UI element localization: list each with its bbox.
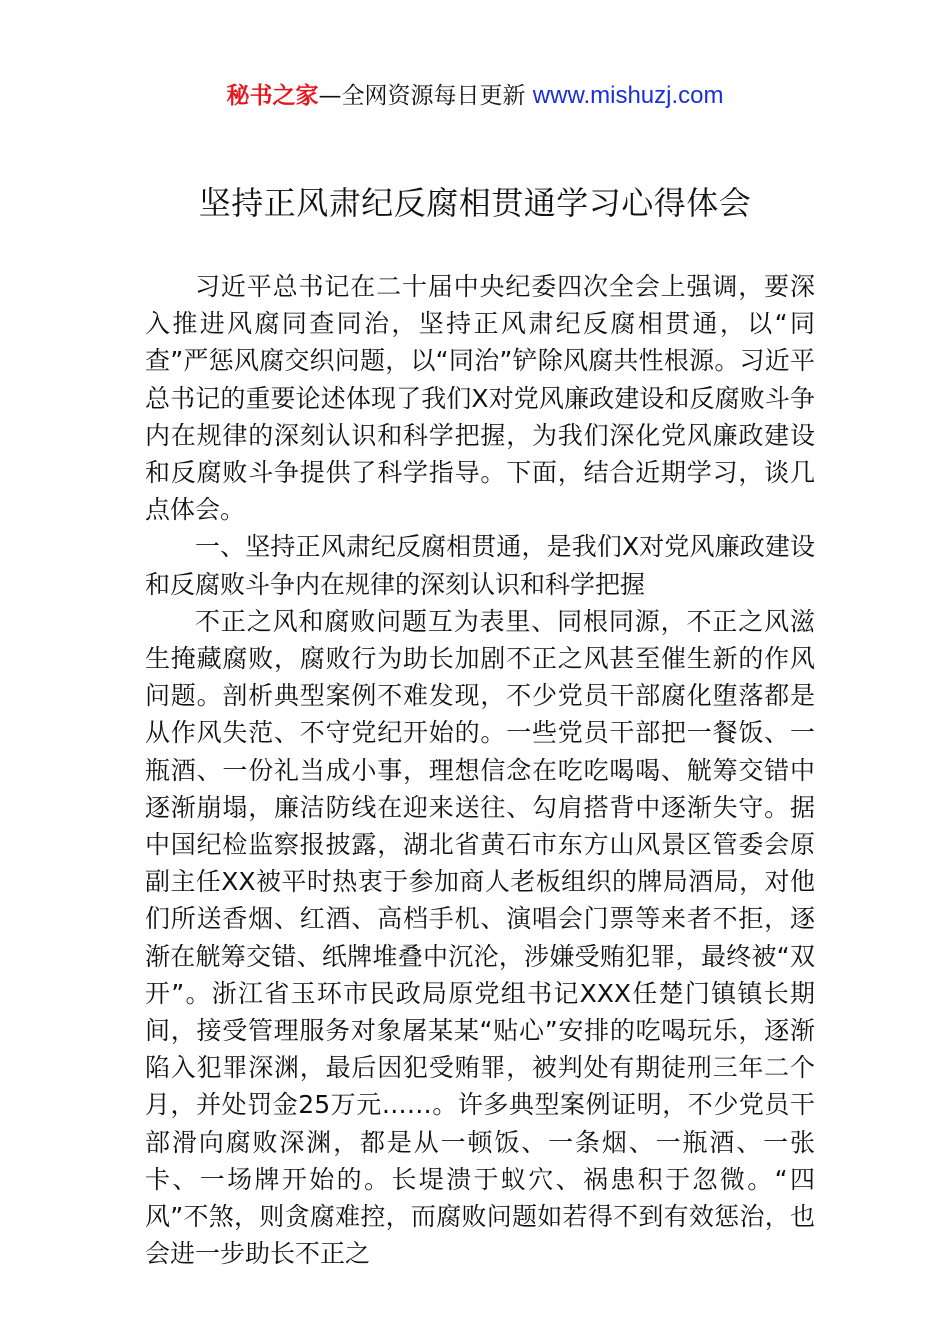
site-tagline: —全网资源每日更新	[318, 83, 533, 109]
paragraph-intro: 习近平总书记在二十届中央纪委四次全会上强调，要深入推进风腐同查同治，坚持正风肃纪反腐相贯通，以“同查”严惩风腐交织问题，以“同治”铲除风腐共性根源。习近平总书记的重要论述体现了我们X对党风廉政建设和反腐败斗争内在规律的深刻认识和科学把握，为我们深化党风廉政建设和反腐败斗争提供了科学指导。下面，结合近期学习，谈几点体会。	[145, 272, 815, 525]
site-brand: 秘书之家	[226, 83, 319, 109]
site-url-link[interactable]: www.mishuzj.com	[532, 82, 724, 109]
site-header	[0, 80, 950, 112]
document-title: 坚持正风肃纪反腐相贯通学习心得体会	[198, 184, 752, 222]
section-heading: 一、坚持正风肃纪反腐相贯通，是我们X对党风廉政建设和反腐败斗争内在规律的深刻认识和科学把握	[145, 532, 815, 599]
paragraph-body: 不正之风和腐败问题互为表里、同根同源，不正之风滋生掩藏腐败，腐败行为助长加剧不正之风甚至催生新的作风问题。剖析典型案例不难发现，不少党员干部腐化堕落都是从作风失范、不守党纪开始的。一些党员干部把一餐饭、一瓶酒、一份礼当成小事，理想信念在吃吃喝喝、觥筹交错中逐渐崩塌，廉洁防线在迎来送往、勾肩搭背中逐渐失守。据中国纪检监察报披露，湖北省黄石市东方山风景区管委会原副主任XX被平时热衷于参加商人老板组织的牌局酒局，对他们所送香烟、红酒、高档手机、演唱会门票等来者不拒，逐渐在觥筹交错、纸牌堆叠中沉沦，涉嫌受贿犯罪，最终被“双开”。浙江省玉环市民政局原党组书记XXX任楚门镇镇长期间，接受管理服务对象屠某某“贴心”安排的吃喝玩乐，逐渐陷入犯罪深渊，最后因犯受贿罪，被判处有期徒刑三年二个月，并处罚金25万元……。许多典型案例证明，不少党员干部滑向腐败深渊，都是从一顿饭、一条烟、一瓶酒、一张卡、一场牌开始的。长堤溃于蚁穴、祸患积于忽微。“四风”不煞，则贪腐难控，而腐败问题如若得不到有效惩治，也会进一步助长不正之	[145, 606, 815, 1269]
document-body	[145, 268, 815, 1272]
